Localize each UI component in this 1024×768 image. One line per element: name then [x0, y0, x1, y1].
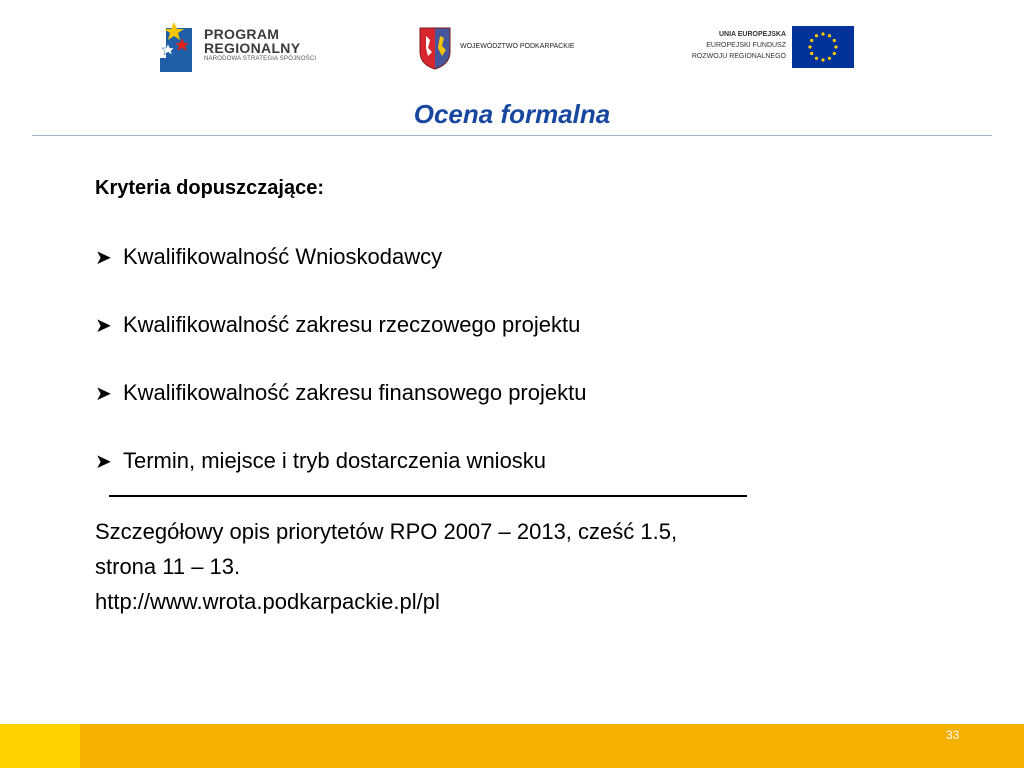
program-logo-line2: REGIONALNY	[204, 40, 301, 56]
footer-bar	[0, 724, 1024, 768]
wojewodztwo-logo	[418, 26, 618, 70]
eu-logo-line1: UNIA EUROPEJSKA	[718, 31, 786, 38]
title-divider	[32, 135, 992, 136]
arrow-bullet-icon: ➤	[95, 315, 112, 337]
eu-logo	[682, 26, 854, 68]
criteria-heading: Kryteria dopuszczające:	[95, 177, 324, 199]
slide-title: Ocena formalna	[413, 99, 611, 129]
wojewodztwo-crest-icon	[418, 26, 452, 70]
program-logo-line3: NARODOWA STRATEGIA SPÓJNOŚCI	[204, 56, 317, 62]
wojewodztwo-text: WOJEWÓDZTWO PODKARPACKIE	[460, 43, 575, 50]
note-line-2: strona 11 – 13.	[95, 554, 241, 579]
bullet-item	[95, 380, 586, 406]
footer-accent-block	[0, 724, 80, 768]
separator-line	[109, 495, 747, 497]
note-url: http://www.wrota.podkarpackie.pl/pl	[95, 589, 440, 614]
note-line-1: Szczegółowy opis priorytetów RPO 2007 – 2013, cześć 1.5,	[95, 519, 678, 544]
bullet-text: Kwalifikowalność zakresu rzeczowego projektu	[123, 312, 581, 337]
bullet-item	[95, 244, 442, 270]
eu-logo-line3: ROZWOJU REGIONALNEGO	[691, 53, 786, 60]
arrow-bullet-icon: ➤	[95, 383, 112, 405]
bullet-text: Kwalifikowalność Wnioskodawcy	[123, 244, 443, 269]
program-regionalny-logo	[160, 18, 335, 74]
bullet-text: Termin, miejsce i tryb dostarczenia wniosku	[123, 448, 547, 473]
arrow-bullet-icon: ➤	[95, 451, 112, 473]
page-number: 33	[946, 728, 960, 742]
bullet-item	[95, 312, 580, 338]
eu-logo-line2: EUROPEJSKI FUNDUSZ	[706, 42, 786, 49]
program-logo-line1: PROGRAM	[204, 26, 280, 42]
eu-flag-icon	[792, 26, 854, 68]
bullet-item	[95, 448, 546, 474]
bullet-text: Kwalifikowalność zakresu finansowego projektu	[123, 380, 587, 405]
arrow-bullet-icon: ➤	[95, 247, 112, 269]
program-regionalny-emblem-icon	[160, 18, 194, 72]
